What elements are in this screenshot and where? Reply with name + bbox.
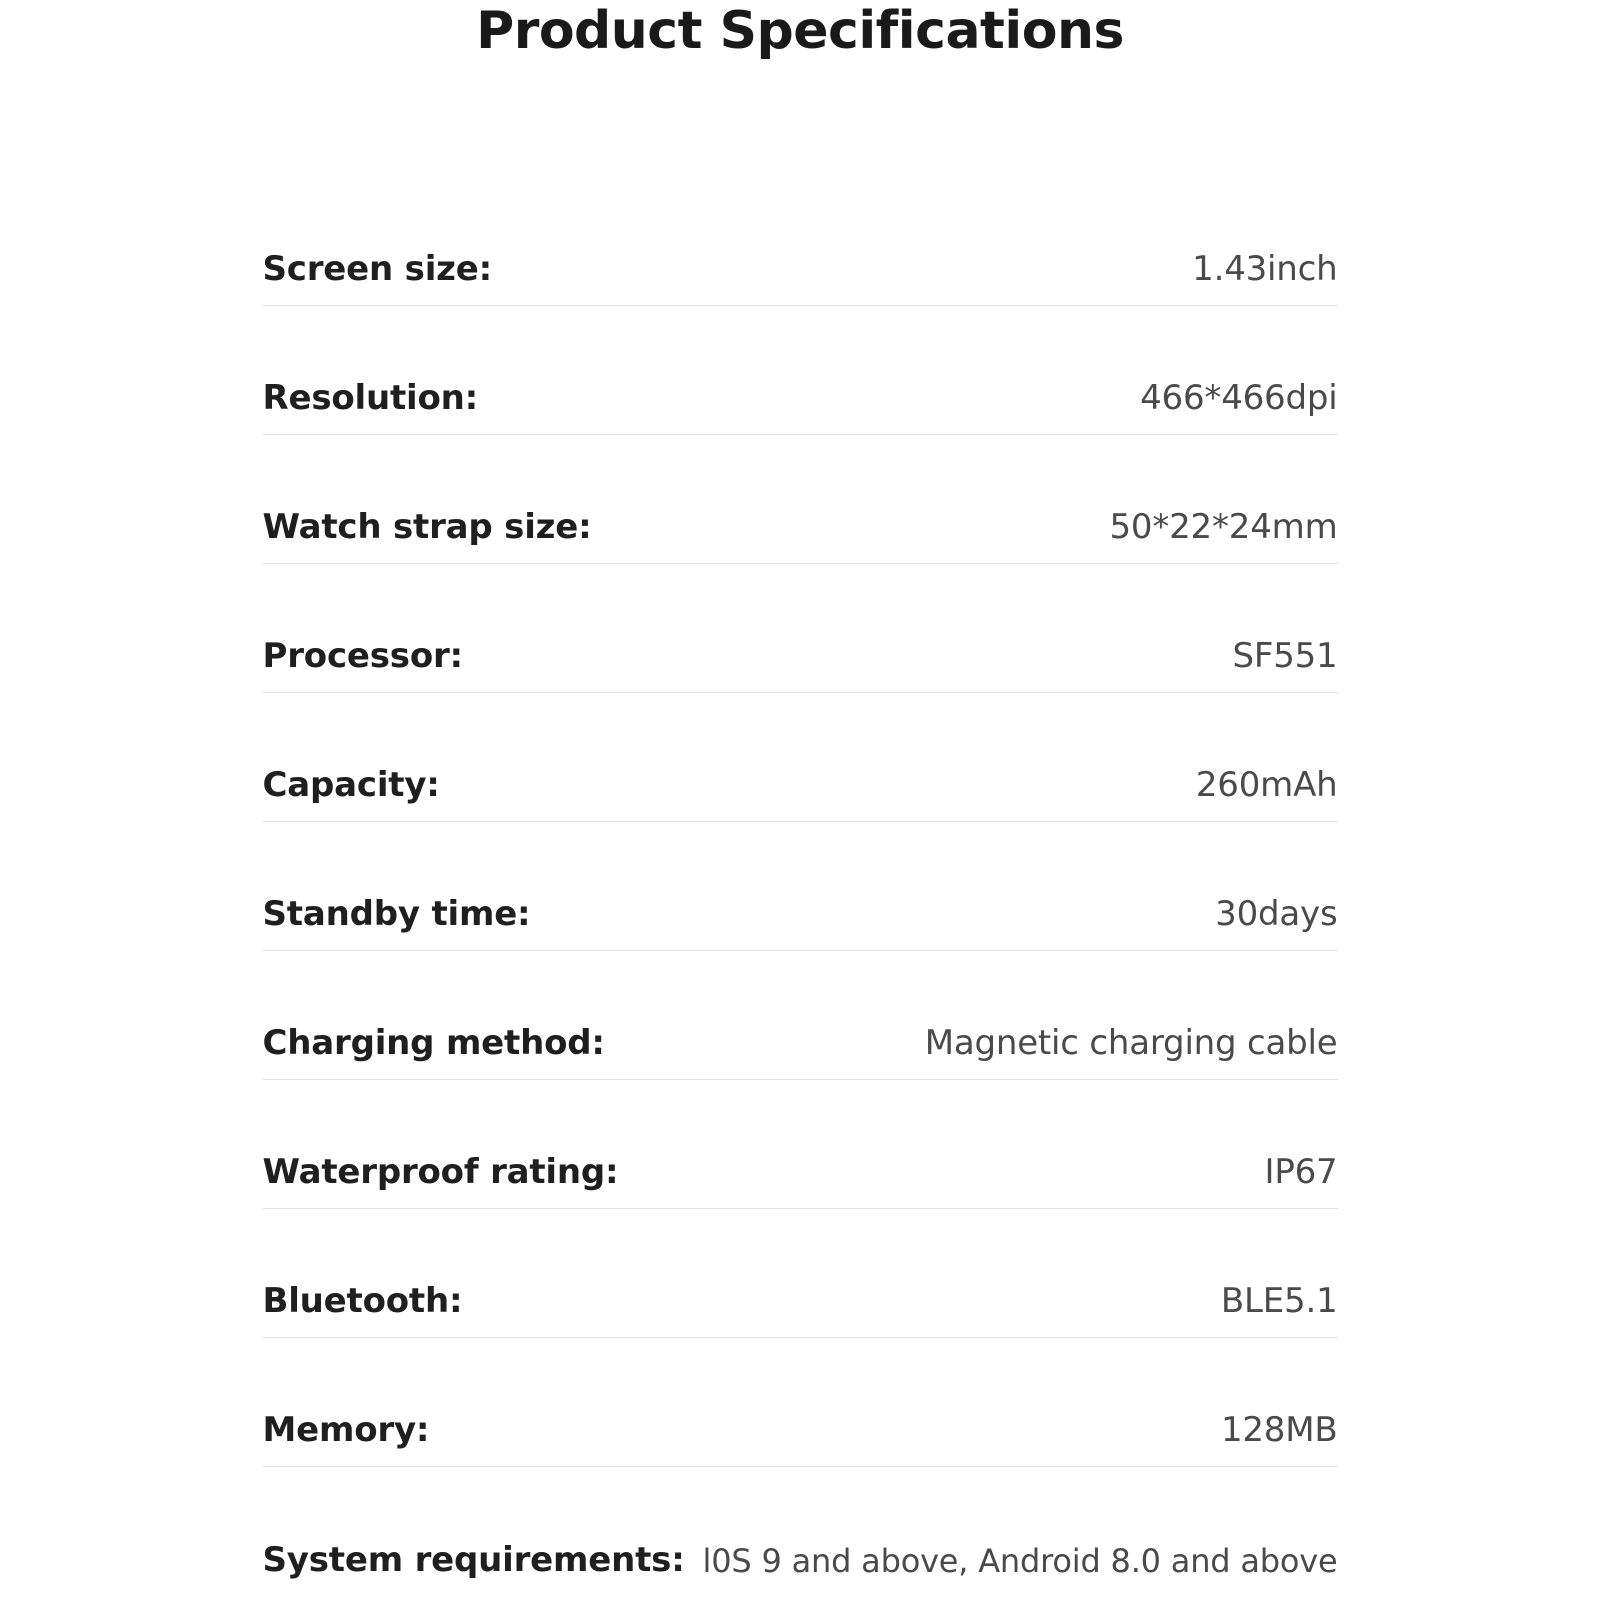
table-row xyxy=(263,951,1338,1080)
spec-value: BLE5.1 xyxy=(1220,1280,1338,1321)
spec-label: Waterproof rating: xyxy=(262,1151,619,1192)
spec-value: 128MB xyxy=(1220,1409,1338,1450)
table-row xyxy=(263,1467,1338,1596)
table-row xyxy=(263,822,1338,951)
specifications-table xyxy=(263,59,1338,1596)
spec-label: Standby time: xyxy=(262,893,531,934)
spec-label: Bluetooth: xyxy=(262,1280,463,1321)
spec-label: Watch strap size: xyxy=(262,506,592,547)
spec-value: IP67 xyxy=(1264,1151,1338,1192)
table-row xyxy=(263,1080,1338,1209)
spec-label: Resolution: xyxy=(262,377,479,418)
spec-value: 260mAh xyxy=(1195,764,1338,805)
table-row xyxy=(263,435,1338,564)
table-row xyxy=(263,177,1338,306)
spec-value: SF551 xyxy=(1232,635,1338,676)
spec-label: Screen size: xyxy=(262,248,493,289)
table-row xyxy=(263,693,1338,822)
table-row xyxy=(263,306,1338,435)
table-row xyxy=(263,1209,1338,1338)
spec-value: 30days xyxy=(1215,893,1338,934)
table-row xyxy=(263,564,1338,693)
spec-value: l0S 9 and above, Android 8.0 and above xyxy=(702,1541,1338,1580)
spec-value: 50*22*24mm xyxy=(1109,506,1338,547)
spec-value: Magnetic charging cable xyxy=(924,1022,1338,1063)
spec-label: Processor: xyxy=(262,635,463,676)
spec-value: 1.43inch xyxy=(1192,248,1338,289)
spec-label: Capacity: xyxy=(262,764,440,805)
spec-label: Charging method: xyxy=(262,1022,605,1063)
spec-label: Memory: xyxy=(262,1409,430,1450)
page-title: Product Specifications xyxy=(476,1,1124,61)
table-row xyxy=(263,1338,1338,1467)
spec-label: System requirements: xyxy=(262,1539,685,1580)
spec-value: 466*466dpi xyxy=(1140,377,1338,418)
